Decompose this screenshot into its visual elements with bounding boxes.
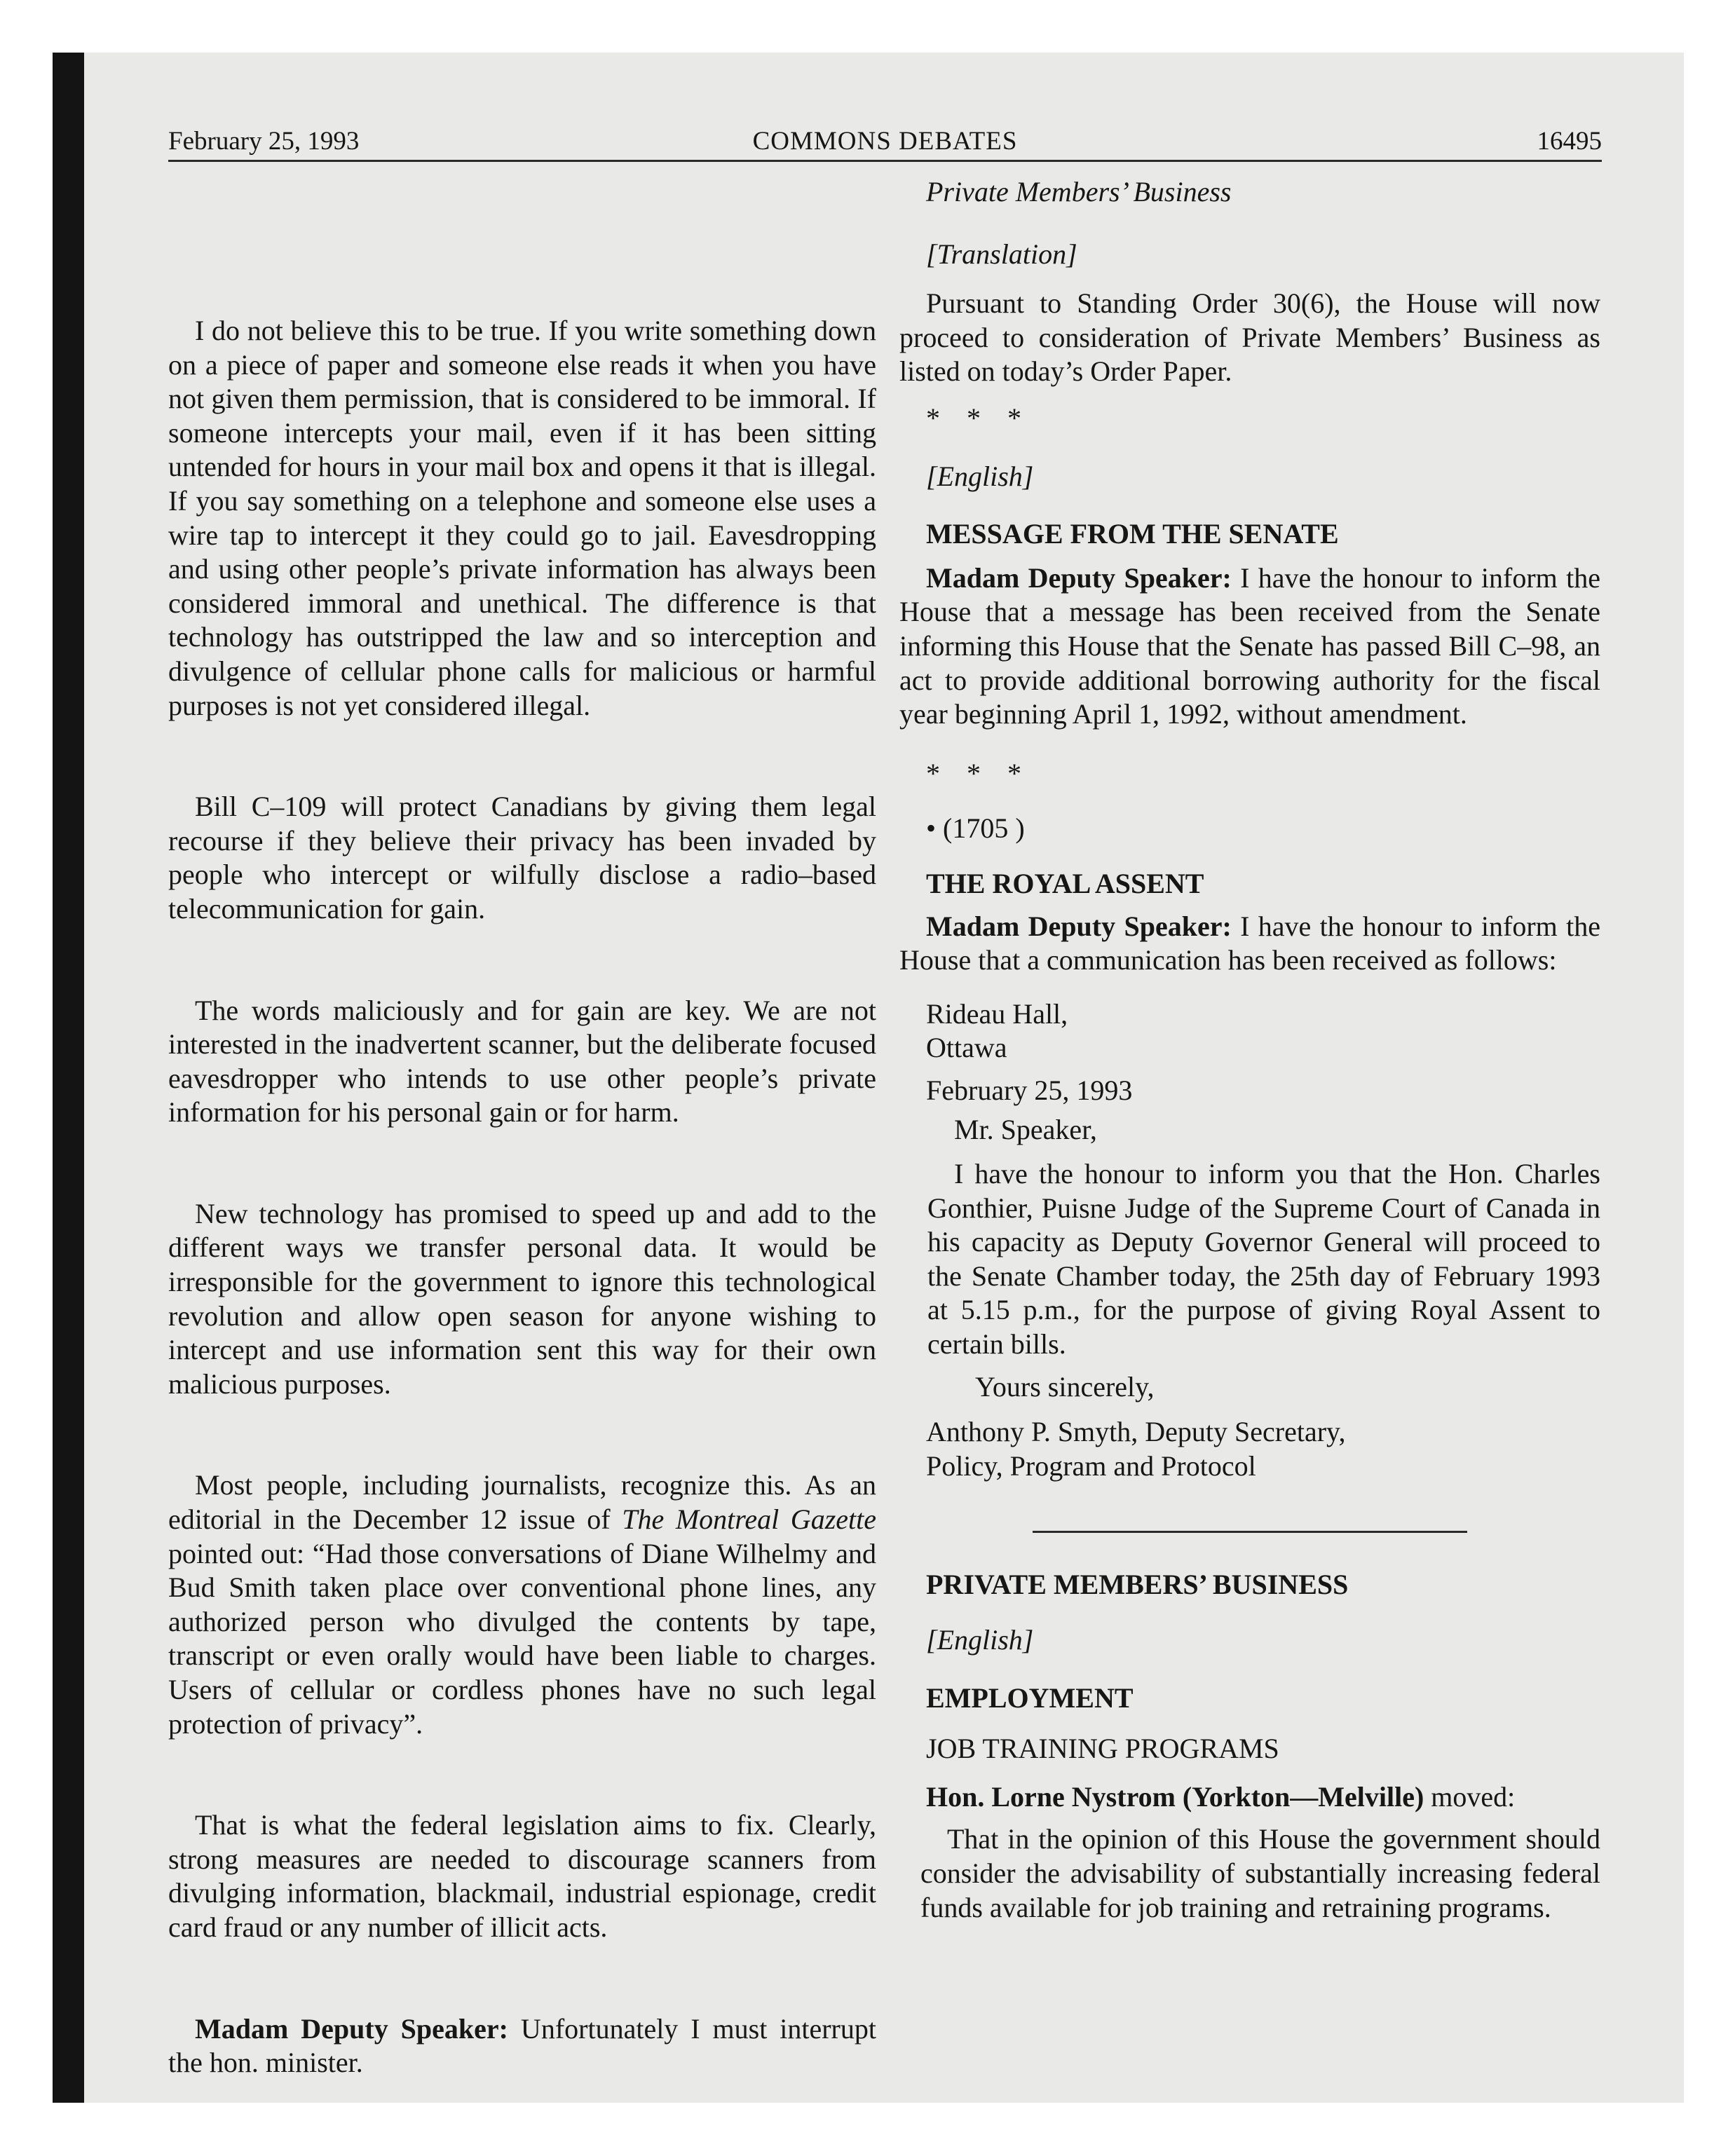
senate-heading: MESSAGE FROM THE SENATE bbox=[926, 518, 1339, 550]
paragraph-standing-order: Pursuant to Standing Order 30(6), the House will now proceed to consideration of Private Members’ Business as listed on today’s Order Paper. bbox=[899, 287, 1600, 388]
letter-signature-title: Policy, Program and Protocol bbox=[926, 1449, 1256, 1482]
timestamp: • (1705 ) bbox=[926, 812, 1025, 845]
english-tag: [English] bbox=[926, 460, 1034, 492]
paragraph-senate-message bbox=[899, 561, 1600, 732]
paragraph-bill-c109: Bill C–109 will protect Canadians by giving them legal recourse if they believe their privacy has been invaded by people who intercept or wilfully disclose a radio–based telecommunication for gain. bbox=[168, 791, 876, 925]
interrupt-text: Unfortunately I must interrupt the hon. minister. bbox=[168, 2012, 876, 2079]
english-tag: [English] bbox=[926, 1624, 1034, 1656]
section-separator: * * * bbox=[926, 402, 1031, 434]
private-members-business-heading: PRIVATE MEMBERS’ BUSINESS bbox=[926, 1569, 1349, 1601]
paragraph-royal-assent bbox=[899, 910, 1600, 978]
letter-salutation: Mr. Speaker, bbox=[954, 1114, 1097, 1146]
senate-message-text: I have the honour to inform the House that a message has been received from the Senate informing this House that the Senate has passed Bill C–98, an act to provide additional borrowing authority for the fiscal year beginning April 1, 1992, without amendment. bbox=[899, 561, 1601, 730]
letter bbox=[899, 997, 1600, 1484]
employment-heading: EMPLOYMENT bbox=[926, 1681, 1134, 1714]
letter-date: February 25, 1993 bbox=[926, 1074, 1133, 1106]
letter-signature: Anthony P. Smyth, Deputy Secretary, bbox=[926, 1416, 1346, 1448]
section-separator: * * * bbox=[926, 757, 1031, 789]
letter-body: I have the honour to inform you that the Hon. Charles Gonthier, Puisne Judge of the Supreme Court of Canada in his capacity as Deputy Governor General will proceed to the Senate Chamber today, the 25th day of February 1993 at 5.15 p.m., for the purpose of giving Royal Assent to certain bills. bbox=[927, 1158, 1600, 1360]
page-header bbox=[168, 126, 1602, 162]
header-page-number: 16495 bbox=[1537, 127, 1602, 156]
paragraph-gazette bbox=[168, 1468, 876, 1741]
binding-edge bbox=[53, 53, 84, 2103]
assent-heading: THE ROYAL ASSENT bbox=[926, 867, 1204, 899]
mover-verb: moved: bbox=[1424, 1780, 1516, 1813]
translation-tag: [Translation] bbox=[926, 238, 1077, 270]
gazette-title: The Montreal Gazette bbox=[622, 1503, 876, 1536]
running-head: Private Members’ Business bbox=[926, 176, 1232, 207]
gazette-text-before: Most people, including journalists, recognize this. As an editorial in the December 12 issue of bbox=[168, 1469, 876, 1536]
mover-name: Hon. Lorne Nystrom (Yorkton—Melville) bbox=[926, 1780, 1424, 1813]
header-publication: COMMONS DEBATES bbox=[752, 127, 1018, 156]
motion-text: That in the opinion of this House the government should consider the advisability of substantially increasing federal funds available for job training and retraining programs. bbox=[920, 1823, 1600, 1923]
right-column bbox=[899, 161, 1600, 1925]
letter-address-line: Ottawa bbox=[926, 1032, 1007, 1064]
paragraph-privacy: I do not believe this to be true. If you write something down on a piece of paper and someone else reads it when you have not given them permission, that is considered to be immoral. If someone intercepts your mail, even if it has been sitting untended for hours in your mail box and opens it that is illegal. If you say something on a telephone and someone else uses a wire tap to intercept it they could go to jail. Eavesdropping and using other people’s private information has always been considered immoral and unethical. The difference is that technology has outstripped the law and so interception and divulgence of cellular phone calls for malicious or harmful purposes is not yet considered illegal. bbox=[168, 315, 876, 721]
royal-assent-text: I have the honour to inform the House that a communication has been received as follows: bbox=[899, 910, 1601, 976]
job-training-subheading: JOB TRAINING PROGRAMS bbox=[926, 1733, 1279, 1765]
speaker-name: Madam Deputy Speaker: bbox=[926, 910, 1232, 942]
section-rule bbox=[1033, 1531, 1467, 1533]
mover-line bbox=[899, 1780, 1600, 1815]
speaker-name: Madam Deputy Speaker: bbox=[926, 561, 1232, 594]
header-date: February 25, 1993 bbox=[168, 127, 360, 156]
letter-address-line: Rideau Hall, bbox=[926, 997, 1068, 1030]
gazette-text-after: pointed out: “Had those conversations of Diane Wilhelmy and Bud Smith taken place over conventional phone lines, any authorized person who divulged the contents by tape, transcript or even orally would have been liable to charges. Users of cellular or cordless phones have no such legal protection of privacy”. bbox=[168, 1537, 876, 1740]
paragraph-legislation-fix: That is what the federal legislation aims to fix. Clearly, strong measures are needed to discourage scanners from divulging information, blackmail, industrial espionage, credit card fraud or any number of illicit acts. bbox=[168, 1809, 876, 1943]
letter-closing: Yours sincerely, bbox=[975, 1370, 1155, 1403]
left-column bbox=[168, 161, 876, 2080]
paragraph-new-technology: New technology has promised to speed up and add to the different ways we transfer personal data. It would be irresponsible for the government to ignore this technological revolution and allow open season for anyone wishing to intercept and use information sent this way for their own malicious purposes. bbox=[168, 1197, 876, 1400]
speaker-name: Madam Deputy Speaker: bbox=[195, 2012, 508, 2045]
scanned-page bbox=[53, 53, 1684, 2103]
paragraph-interrupt bbox=[168, 2012, 876, 2080]
paragraph-maliciously: The words maliciously and for gain are key. We are not interested in the inadvertent scanner, but the deliberate focused eavesdropper who intends to use other people’s private information for his personal gain or for harm. bbox=[168, 994, 876, 1128]
